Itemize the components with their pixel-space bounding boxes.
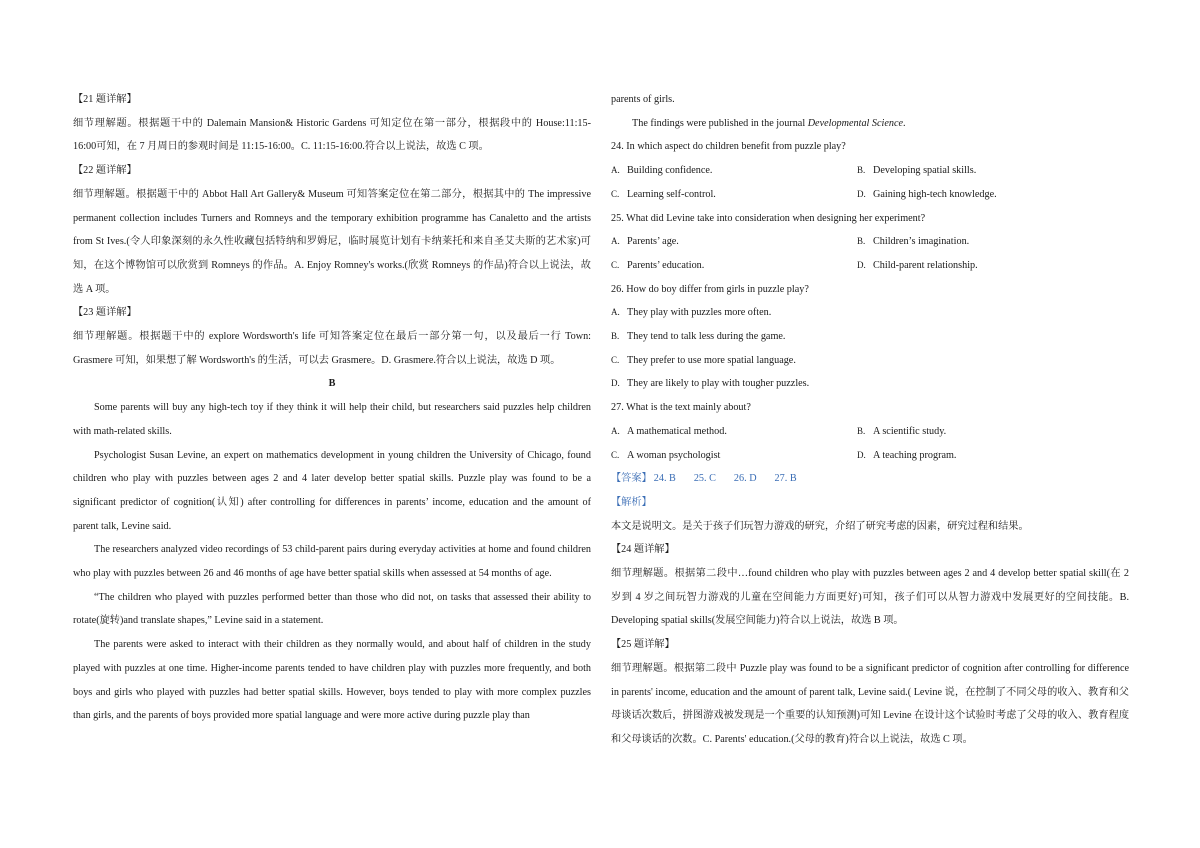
option-letter: D. — [611, 378, 620, 389]
option-letter: D. — [857, 188, 866, 199]
q22-detail-heading: 【22 题详解】 — [73, 165, 137, 177]
option-letter: B. — [857, 425, 866, 436]
option-text: Gaining high-tech knowledge. — [873, 188, 997, 200]
option-letter: D. — [857, 449, 866, 460]
passage-paragraph: Some parents will buy any high-tech toy if they think it will help their child, but researchers said puzzles help children with math-related skills. — [73, 402, 591, 437]
answer-item: 27. B — [774, 473, 797, 485]
option-letter: C. — [611, 188, 620, 199]
analysis-text: 本文是说明文。是关于孩子们玩智力游戏的研究，介绍了研究考虑的因素，研究过程和结果。 — [611, 520, 1029, 532]
section-b-heading: B — [328, 378, 336, 390]
option-letter: B. — [857, 236, 866, 247]
option-c — [611, 254, 857, 278]
option-text: They tend to talk less during the game. — [627, 331, 786, 343]
left-column — [73, 88, 591, 728]
option-c — [611, 183, 857, 207]
option-text: Learning self-control. — [627, 188, 716, 200]
answer-item: 25. C — [693, 473, 716, 485]
answer-item: 24. B — [653, 473, 676, 485]
passage-paragraph: The parents were asked to interact with their children as they normally would, and about half of children in the study played with puzzles at one time. Higher-income parents tended to have children play with puzzles more frequently, and both boys and girls who played with puzzles had better spatial skills. However, boys tended to play with more complex puzzles than girls, and the parents of boys provided more spatial language and were more active during puzzle play than — [73, 639, 591, 722]
q25-detail-text: 细节理解题。根据第二段中 Puzzle play was found to be a significant predictor of cognition after controlling for difference in parents' income, education and the amount of parent talk, Levine said.( Levine 说，在控制了不同父母的收入、教育和父母谈话次数后，拼图游戏被发现是一个重要的认知预测)可知 Levine 在设计这个试验时考虑了父母的收入、教育程度和父母谈话的次数。C. Parents' education.(父母的教育)符合以上说法，故选 C 项。 — [611, 662, 1129, 745]
option-letter: B. — [857, 165, 866, 176]
option-c — [611, 444, 857, 468]
question-24: 24. In which aspect do children benefit from puzzle play? — [611, 141, 846, 153]
option-letter: B. — [611, 331, 620, 342]
journal-name: Developmental Science — [807, 117, 904, 129]
passage-continuation: parents of girls. — [611, 94, 675, 105]
q24-detail-heading: 【24 题详解】 — [611, 544, 675, 556]
option-d — [857, 183, 1103, 207]
q23-detail-text: 细节理解题。根据题干中的 explore Wordsworth's life 可知答案定位在最后一部分第一句，以及最后一行 Town: Grasmere 可知，如果想了解 Wordsworth's 的生活，可以去 Grasmere。D. Grasmere.符合以上说法，故选 D 项。 — [73, 331, 591, 366]
option-b — [857, 420, 1103, 444]
q21-detail-text: 细节理解题。根据题干中的 Dalemain Mansion& Historic Gardens 可知定位在第一部分，根据段中的 House:11:15-16:00可知，在 7 月周日的参观时间是 11:15-16:00。C. 11:15-16:00.符合以上说法，故选 C 项。 — [73, 117, 591, 153]
q24-options-row-2 — [611, 183, 1129, 207]
q23-detail-heading: 【23 题详解】 — [73, 307, 137, 319]
q25-options-row-1 — [611, 230, 1129, 254]
q25-options-row-2 — [611, 254, 1129, 278]
option-letter: A. — [611, 307, 620, 318]
option-text: A mathematical method. — [627, 425, 727, 437]
option-text: Children’s imagination. — [873, 236, 970, 248]
answer-label: 【答案】 — [611, 473, 652, 485]
option-letter: D. — [857, 259, 866, 270]
q24-detail-text: 细节理解题。根据第二段中…found children who play with puzzles between ages 2 and 4 develop better spatial skill(在 2 岁到 4 岁之间玩智力游戏的儿童在空间能力方面更好)可知，孩子们可以从智力游戏中发展更好的空间技能。B. Developing spatial skills(发展空间能力)符合以上说法，故选 B 项。 — [611, 568, 1129, 627]
option-letter: C. — [611, 354, 620, 365]
option-text: They play with puzzles more often. — [627, 307, 772, 319]
option-a — [611, 159, 857, 183]
option-letter: C. — [611, 259, 620, 270]
option-letter: A. — [611, 236, 620, 247]
option-d — [857, 254, 1103, 278]
right-column — [611, 88, 1129, 752]
answer-key — [611, 467, 1129, 491]
option-d — [611, 372, 1129, 396]
option-text: Building confidence. — [627, 165, 713, 177]
option-text: A woman psychologist — [627, 449, 721, 461]
option-b — [857, 159, 1103, 183]
option-text: They are likely to play with tougher puzzles. — [627, 378, 810, 390]
question-26: 26. How do boy differ from girls in puzzle play? — [611, 283, 809, 295]
passage-paragraph: The researchers analyzed video recordings of 53 child-parent pairs during everyday activities at home and found children who play with puzzles between 26 and 46 months of age have better spatial skills when assessed at 54 months of age. — [73, 544, 591, 580]
question-27: 27. What is the text mainly about? — [611, 402, 751, 414]
option-a — [611, 230, 857, 254]
option-c — [611, 349, 1129, 373]
option-text: A teaching program. — [873, 449, 957, 461]
option-text: Child-parent relationship. — [873, 259, 978, 271]
q27-options-row-2 — [611, 444, 1129, 468]
option-letter: A. — [611, 165, 620, 176]
findings-sentence — [611, 112, 1129, 136]
q27-options-row-1 — [611, 420, 1129, 444]
option-letter: C. — [611, 449, 620, 460]
findings-pre: The findings were published in the journal — [632, 117, 808, 129]
q24-options-row-1 — [611, 159, 1129, 183]
option-text: A scientific study. — [873, 425, 947, 437]
option-b — [611, 325, 1129, 349]
q25-detail-heading: 【25 题详解】 — [611, 639, 675, 651]
option-text: Developing spatial skills. — [873, 165, 977, 177]
question-25: 25. What did Levine take into consideration when designing her experiment? — [611, 212, 926, 224]
option-text: Parents’ education. — [627, 259, 705, 271]
option-b — [857, 230, 1103, 254]
q21-detail-heading: 【21 题详解】 — [73, 94, 137, 105]
option-a — [611, 420, 857, 444]
findings-post: . — [903, 117, 906, 129]
passage-paragraph: Psychologist Susan Levine, an expert on mathematics development in young children the University of Chicago, found children who play with puzzles between ages 2 and 4 later develop better spatial skills. Puzzle play was found to be a significant predictor of cognition(认知) after controlling for differences in parents’ income, education and the amount of parent talk, Levine said. — [73, 449, 591, 532]
q22-detail-text: 细节理解题。根据题干中的 Abbot Hall Art Gallery& Museum 可知答案定位在第二部分，根据其中的 The impressive permanent collection includes Turners and Romneys and the temporary exhibition programme has Canaletto and the artists from St Ives.(令人印象深刻的永久性收藏包括特纳和罗姆尼，临时展览计划有卡纳莱托和来自圣艾夫斯的艺术家)可知，在这个博物馆可以欣赏到 Romneys 的作品。A. Enjoy Romney's works.(欣赏 Romneys 的作品)符合以上说法，故选 A 项。 — [73, 188, 591, 295]
analysis-label: 【解析】 — [611, 496, 652, 508]
option-d — [857, 444, 1103, 468]
passage-paragraph: “The children who played with puzzles performed better than those who did not, on tasks that assessed their ability to rotate(旋转)and translate shapes,” Levine said in a statement. — [73, 591, 591, 627]
option-letter: A. — [611, 425, 620, 436]
option-a — [611, 301, 1129, 325]
answer-item: 26. D — [733, 473, 757, 485]
option-text: Parents’ age. — [627, 236, 679, 248]
option-text: They prefer to use more spatial language. — [627, 354, 796, 366]
